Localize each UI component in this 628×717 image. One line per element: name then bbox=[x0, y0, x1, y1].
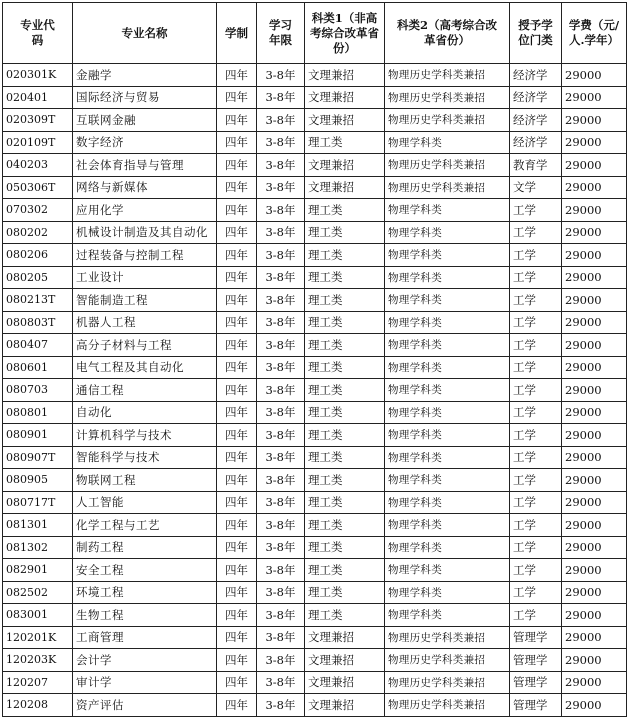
cell-code: 080801 bbox=[3, 401, 73, 424]
table-row bbox=[3, 581, 627, 604]
cell-years: 3-8年 bbox=[257, 266, 305, 289]
table-row bbox=[3, 491, 627, 514]
cell-fee: 29000 bbox=[562, 109, 627, 132]
cell-cat2: 物理学科类 bbox=[385, 401, 510, 424]
cell-fee: 29000 bbox=[562, 266, 627, 289]
cell-degree: 工学 bbox=[510, 379, 562, 402]
cell-degree: 经济学 bbox=[510, 64, 562, 87]
cell-cat1: 理工类 bbox=[305, 199, 385, 222]
cell-code: 080407 bbox=[3, 334, 73, 357]
cell-name: 金融学 bbox=[73, 64, 217, 87]
cell-degree: 经济学 bbox=[510, 86, 562, 109]
cell-fee: 29000 bbox=[562, 86, 627, 109]
cell-cat2: 物理学科类 bbox=[385, 244, 510, 267]
cell-system: 四年 bbox=[217, 626, 257, 649]
cell-name: 过程装备与控制工程 bbox=[73, 244, 217, 267]
cell-system: 四年 bbox=[217, 244, 257, 267]
table-row bbox=[3, 131, 627, 154]
cell-fee: 29000 bbox=[562, 356, 627, 379]
cell-fee: 29000 bbox=[562, 446, 627, 469]
cell-name: 自动化 bbox=[73, 401, 217, 424]
cell-cat2: 物理历史学科类兼招 bbox=[385, 649, 510, 672]
cell-name: 资产评估 bbox=[73, 694, 217, 717]
cell-cat1: 理工类 bbox=[305, 469, 385, 492]
table-row bbox=[3, 379, 627, 402]
table-row bbox=[3, 109, 627, 132]
cell-fee: 29000 bbox=[562, 694, 627, 717]
cell-fee: 29000 bbox=[562, 311, 627, 334]
cell-system: 四年 bbox=[217, 604, 257, 627]
cell-code: 080205 bbox=[3, 266, 73, 289]
cell-cat2: 物理学科类 bbox=[385, 311, 510, 334]
cell-name: 工商管理 bbox=[73, 626, 217, 649]
cell-code: 080703 bbox=[3, 379, 73, 402]
cell-degree: 工学 bbox=[510, 289, 562, 312]
cell-name: 网络与新媒体 bbox=[73, 176, 217, 199]
cell-name: 电气工程及其自动化 bbox=[73, 356, 217, 379]
cell-code: 080905 bbox=[3, 469, 73, 492]
cell-fee: 29000 bbox=[562, 401, 627, 424]
cell-cat1: 理工类 bbox=[305, 536, 385, 559]
cell-name: 制药工程 bbox=[73, 536, 217, 559]
header-fee: 学费（元/人.学年） bbox=[562, 3, 627, 64]
table-row bbox=[3, 671, 627, 694]
table-row bbox=[3, 604, 627, 627]
cell-years: 3-8年 bbox=[257, 581, 305, 604]
cell-degree: 管理学 bbox=[510, 649, 562, 672]
cell-degree: 经济学 bbox=[510, 109, 562, 132]
cell-cat2: 物理学科类 bbox=[385, 446, 510, 469]
cell-name: 会计学 bbox=[73, 649, 217, 672]
header-name: 专业名称 bbox=[73, 3, 217, 64]
cell-system: 四年 bbox=[217, 154, 257, 177]
cell-name: 生物工程 bbox=[73, 604, 217, 627]
cell-system: 四年 bbox=[217, 221, 257, 244]
cell-cat1: 文理兼招 bbox=[305, 64, 385, 87]
cell-fee: 29000 bbox=[562, 649, 627, 672]
cell-name: 机械设计制造及其自动化 bbox=[73, 221, 217, 244]
cell-name: 国际经济与贸易 bbox=[73, 86, 217, 109]
cell-code: 080907T bbox=[3, 446, 73, 469]
cell-cat2: 物理历史学科类兼招 bbox=[385, 86, 510, 109]
cell-system: 四年 bbox=[217, 266, 257, 289]
cell-years: 3-8年 bbox=[257, 86, 305, 109]
cell-degree: 工学 bbox=[510, 514, 562, 537]
cell-name: 安全工程 bbox=[73, 559, 217, 582]
cell-name: 环境工程 bbox=[73, 581, 217, 604]
cell-degree: 工学 bbox=[510, 244, 562, 267]
cell-cat2: 物理历史学科类兼招 bbox=[385, 176, 510, 199]
cell-cat1: 理工类 bbox=[305, 356, 385, 379]
cell-system: 四年 bbox=[217, 581, 257, 604]
header-row bbox=[3, 3, 627, 64]
cell-name: 高分子材料与工程 bbox=[73, 334, 217, 357]
table-row bbox=[3, 266, 627, 289]
cell-code: 080206 bbox=[3, 244, 73, 267]
table-row bbox=[3, 311, 627, 334]
cell-name: 社会体育指导与管理 bbox=[73, 154, 217, 177]
cell-cat1: 理工类 bbox=[305, 514, 385, 537]
table-row bbox=[3, 649, 627, 672]
header-cat1: 科类1（非高考综合改革省份） bbox=[305, 3, 385, 64]
cell-cat1: 理工类 bbox=[305, 604, 385, 627]
table-row bbox=[3, 289, 627, 312]
cell-years: 3-8年 bbox=[257, 424, 305, 447]
cell-name: 人工智能 bbox=[73, 491, 217, 514]
cell-cat2: 物理历史学科类兼招 bbox=[385, 154, 510, 177]
cell-name: 机器人工程 bbox=[73, 311, 217, 334]
cell-cat1: 理工类 bbox=[305, 401, 385, 424]
cell-years: 3-8年 bbox=[257, 626, 305, 649]
cell-code: 020309T bbox=[3, 109, 73, 132]
cell-cat1: 文理兼招 bbox=[305, 176, 385, 199]
cell-years: 3-8年 bbox=[257, 604, 305, 627]
cell-years: 3-8年 bbox=[257, 244, 305, 267]
cell-code: 120203K bbox=[3, 649, 73, 672]
cell-system: 四年 bbox=[217, 469, 257, 492]
table-row bbox=[3, 154, 627, 177]
cell-code: 120201K bbox=[3, 626, 73, 649]
table-row bbox=[3, 401, 627, 424]
cell-system: 四年 bbox=[217, 514, 257, 537]
cell-degree: 工学 bbox=[510, 401, 562, 424]
cell-name: 数字经济 bbox=[73, 131, 217, 154]
cell-cat1: 文理兼招 bbox=[305, 109, 385, 132]
cell-code: 081301 bbox=[3, 514, 73, 537]
table-row bbox=[3, 64, 627, 87]
cell-cat1: 理工类 bbox=[305, 266, 385, 289]
cell-fee: 29000 bbox=[562, 379, 627, 402]
cell-fee: 29000 bbox=[562, 469, 627, 492]
cell-degree: 工学 bbox=[510, 604, 562, 627]
cell-years: 3-8年 bbox=[257, 536, 305, 559]
table-row bbox=[3, 514, 627, 537]
cell-cat1: 文理兼招 bbox=[305, 154, 385, 177]
cell-years: 3-8年 bbox=[257, 199, 305, 222]
cell-fee: 29000 bbox=[562, 671, 627, 694]
cell-cat1: 理工类 bbox=[305, 379, 385, 402]
cell-code: 120207 bbox=[3, 671, 73, 694]
majors-table bbox=[2, 2, 627, 717]
table-row bbox=[3, 221, 627, 244]
cell-cat1: 文理兼招 bbox=[305, 626, 385, 649]
cell-code: 080803T bbox=[3, 311, 73, 334]
cell-fee: 29000 bbox=[562, 604, 627, 627]
cell-fee: 29000 bbox=[562, 581, 627, 604]
cell-years: 3-8年 bbox=[257, 311, 305, 334]
cell-cat2: 物理学科类 bbox=[385, 334, 510, 357]
cell-name: 工业设计 bbox=[73, 266, 217, 289]
cell-cat2: 物理学科类 bbox=[385, 289, 510, 312]
cell-years: 3-8年 bbox=[257, 446, 305, 469]
cell-cat2: 物理学科类 bbox=[385, 469, 510, 492]
cell-fee: 29000 bbox=[562, 199, 627, 222]
cell-code: 050306T bbox=[3, 176, 73, 199]
cell-cat2: 物理学科类 bbox=[385, 131, 510, 154]
cell-cat2: 物理历史学科类兼招 bbox=[385, 694, 510, 717]
cell-fee: 29000 bbox=[562, 626, 627, 649]
cell-code: 082502 bbox=[3, 581, 73, 604]
table-row bbox=[3, 424, 627, 447]
cell-cat2: 物理学科类 bbox=[385, 581, 510, 604]
cell-cat1: 理工类 bbox=[305, 424, 385, 447]
cell-cat1: 理工类 bbox=[305, 244, 385, 267]
cell-cat2: 物理学科类 bbox=[385, 221, 510, 244]
cell-system: 四年 bbox=[217, 311, 257, 334]
cell-cat2: 物理学科类 bbox=[385, 491, 510, 514]
cell-years: 3-8年 bbox=[257, 176, 305, 199]
cell-years: 3-8年 bbox=[257, 64, 305, 87]
cell-system: 四年 bbox=[217, 334, 257, 357]
cell-years: 3-8年 bbox=[257, 671, 305, 694]
cell-degree: 工学 bbox=[510, 446, 562, 469]
cell-cat2: 物理学科类 bbox=[385, 424, 510, 447]
cell-fee: 29000 bbox=[562, 536, 627, 559]
cell-degree: 工学 bbox=[510, 536, 562, 559]
table-body bbox=[3, 64, 627, 717]
cell-years: 3-8年 bbox=[257, 289, 305, 312]
table-row bbox=[3, 356, 627, 379]
table-row bbox=[3, 694, 627, 717]
cell-fee: 29000 bbox=[562, 154, 627, 177]
cell-degree: 工学 bbox=[510, 334, 562, 357]
cell-cat2: 物理学科类 bbox=[385, 559, 510, 582]
cell-system: 四年 bbox=[217, 64, 257, 87]
cell-system: 四年 bbox=[217, 671, 257, 694]
cell-name: 智能制造工程 bbox=[73, 289, 217, 312]
cell-code: 080202 bbox=[3, 221, 73, 244]
cell-years: 3-8年 bbox=[257, 649, 305, 672]
cell-years: 3-8年 bbox=[257, 559, 305, 582]
cell-cat2: 物理学科类 bbox=[385, 604, 510, 627]
cell-degree: 工学 bbox=[510, 559, 562, 582]
cell-cat1: 文理兼招 bbox=[305, 649, 385, 672]
cell-cat1: 理工类 bbox=[305, 334, 385, 357]
cell-name: 应用化学 bbox=[73, 199, 217, 222]
cell-degree: 工学 bbox=[510, 199, 562, 222]
table-row bbox=[3, 176, 627, 199]
cell-cat2: 物理学科类 bbox=[385, 266, 510, 289]
cell-system: 四年 bbox=[217, 131, 257, 154]
cell-years: 3-8年 bbox=[257, 154, 305, 177]
cell-cat2: 物理历史学科类兼招 bbox=[385, 64, 510, 87]
cell-years: 3-8年 bbox=[257, 109, 305, 132]
cell-system: 四年 bbox=[217, 446, 257, 469]
cell-years: 3-8年 bbox=[257, 334, 305, 357]
header-years: 学习年限 bbox=[257, 3, 305, 64]
cell-degree: 管理学 bbox=[510, 694, 562, 717]
cell-system: 四年 bbox=[217, 491, 257, 514]
cell-cat1: 文理兼招 bbox=[305, 86, 385, 109]
cell-years: 3-8年 bbox=[257, 221, 305, 244]
cell-code: 120208 bbox=[3, 694, 73, 717]
cell-system: 四年 bbox=[217, 176, 257, 199]
table-row bbox=[3, 334, 627, 357]
cell-name: 物联网工程 bbox=[73, 469, 217, 492]
table-row bbox=[3, 626, 627, 649]
cell-code: 082901 bbox=[3, 559, 73, 582]
cell-fee: 29000 bbox=[562, 334, 627, 357]
cell-years: 3-8年 bbox=[257, 401, 305, 424]
cell-system: 四年 bbox=[217, 401, 257, 424]
header-cat2: 科类2（高考综合改革省份） bbox=[385, 3, 510, 64]
cell-fee: 29000 bbox=[562, 289, 627, 312]
cell-code: 020109T bbox=[3, 131, 73, 154]
cell-cat1: 理工类 bbox=[305, 311, 385, 334]
cell-fee: 29000 bbox=[562, 491, 627, 514]
cell-cat1: 理工类 bbox=[305, 446, 385, 469]
cell-fee: 29000 bbox=[562, 64, 627, 87]
cell-degree: 工学 bbox=[510, 221, 562, 244]
cell-cat1: 理工类 bbox=[305, 221, 385, 244]
table-row bbox=[3, 86, 627, 109]
cell-degree: 管理学 bbox=[510, 626, 562, 649]
cell-name: 互联网金融 bbox=[73, 109, 217, 132]
cell-name: 智能科学与技术 bbox=[73, 446, 217, 469]
cell-cat1: 理工类 bbox=[305, 559, 385, 582]
cell-name: 化学工程与工艺 bbox=[73, 514, 217, 537]
cell-name: 通信工程 bbox=[73, 379, 217, 402]
cell-cat2: 物理历史学科类兼招 bbox=[385, 109, 510, 132]
cell-degree: 工学 bbox=[510, 581, 562, 604]
table-row bbox=[3, 559, 627, 582]
table-row bbox=[3, 199, 627, 222]
cell-code: 083001 bbox=[3, 604, 73, 627]
cell-years: 3-8年 bbox=[257, 469, 305, 492]
cell-code: 080213T bbox=[3, 289, 73, 312]
cell-system: 四年 bbox=[217, 289, 257, 312]
cell-cat2: 物理学科类 bbox=[385, 379, 510, 402]
cell-system: 四年 bbox=[217, 559, 257, 582]
cell-years: 3-8年 bbox=[257, 514, 305, 537]
cell-system: 四年 bbox=[217, 109, 257, 132]
table-row bbox=[3, 536, 627, 559]
table-row bbox=[3, 244, 627, 267]
table-row bbox=[3, 446, 627, 469]
cell-cat1: 理工类 bbox=[305, 131, 385, 154]
cell-cat2: 物理学科类 bbox=[385, 356, 510, 379]
cell-cat1: 理工类 bbox=[305, 581, 385, 604]
cell-system: 四年 bbox=[217, 424, 257, 447]
cell-fee: 29000 bbox=[562, 176, 627, 199]
cell-cat1: 理工类 bbox=[305, 289, 385, 312]
cell-degree: 工学 bbox=[510, 424, 562, 447]
header-code: 专业代码 bbox=[3, 3, 73, 64]
cell-degree: 经济学 bbox=[510, 131, 562, 154]
cell-degree: 教育学 bbox=[510, 154, 562, 177]
cell-code: 020301K bbox=[3, 64, 73, 87]
cell-cat2: 物理学科类 bbox=[385, 514, 510, 537]
cell-cat1: 文理兼招 bbox=[305, 671, 385, 694]
cell-code: 081302 bbox=[3, 536, 73, 559]
cell-fee: 29000 bbox=[562, 221, 627, 244]
cell-cat2: 物理学科类 bbox=[385, 536, 510, 559]
cell-fee: 29000 bbox=[562, 131, 627, 154]
cell-cat1: 文理兼招 bbox=[305, 694, 385, 717]
cell-degree: 文学 bbox=[510, 176, 562, 199]
table-row bbox=[3, 469, 627, 492]
cell-degree: 工学 bbox=[510, 311, 562, 334]
cell-fee: 29000 bbox=[562, 559, 627, 582]
cell-code: 020401 bbox=[3, 86, 73, 109]
cell-fee: 29000 bbox=[562, 244, 627, 267]
cell-degree: 工学 bbox=[510, 356, 562, 379]
cell-cat2: 物理学科类 bbox=[385, 199, 510, 222]
cell-degree: 工学 bbox=[510, 266, 562, 289]
cell-system: 四年 bbox=[217, 379, 257, 402]
header-system: 学制 bbox=[217, 3, 257, 64]
cell-degree: 管理学 bbox=[510, 671, 562, 694]
cell-years: 3-8年 bbox=[257, 694, 305, 717]
cell-years: 3-8年 bbox=[257, 356, 305, 379]
cell-years: 3-8年 bbox=[257, 379, 305, 402]
cell-cat2: 物理历史学科类兼招 bbox=[385, 626, 510, 649]
cell-degree: 工学 bbox=[510, 491, 562, 514]
cell-degree: 工学 bbox=[510, 469, 562, 492]
cell-fee: 29000 bbox=[562, 424, 627, 447]
cell-years: 3-8年 bbox=[257, 491, 305, 514]
cell-cat1: 理工类 bbox=[305, 491, 385, 514]
cell-code: 080717T bbox=[3, 491, 73, 514]
cell-code: 070302 bbox=[3, 199, 73, 222]
cell-name: 计算机科学与技术 bbox=[73, 424, 217, 447]
cell-code: 080601 bbox=[3, 356, 73, 379]
cell-system: 四年 bbox=[217, 536, 257, 559]
cell-system: 四年 bbox=[217, 199, 257, 222]
cell-name: 审计学 bbox=[73, 671, 217, 694]
cell-system: 四年 bbox=[217, 694, 257, 717]
cell-code: 040203 bbox=[3, 154, 73, 177]
cell-cat2: 物理历史学科类兼招 bbox=[385, 671, 510, 694]
cell-system: 四年 bbox=[217, 649, 257, 672]
cell-system: 四年 bbox=[217, 86, 257, 109]
header-degree: 授予学位门类 bbox=[510, 3, 562, 64]
cell-system: 四年 bbox=[217, 356, 257, 379]
cell-code: 080901 bbox=[3, 424, 73, 447]
cell-years: 3-8年 bbox=[257, 131, 305, 154]
cell-fee: 29000 bbox=[562, 514, 627, 537]
